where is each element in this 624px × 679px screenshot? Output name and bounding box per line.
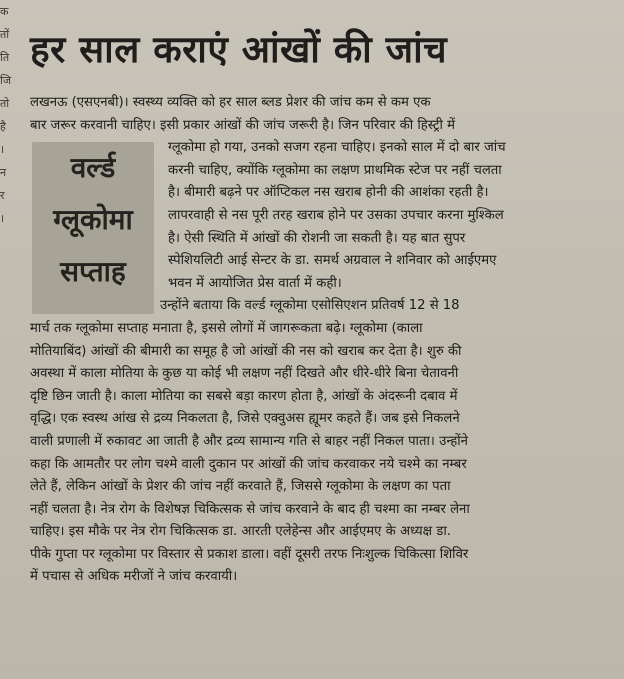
article-line: वृद्धि। एक स्वस्थ आंख से द्रव्य निकलता है, जिसे एक्वुअस ह्यूमर कहते हैं। जब इसे निकलने [30, 411, 460, 427]
prev-col-text: । [0, 143, 5, 156]
prev-col-text: है [0, 120, 6, 133]
article-line: चाहिए। इस मौके पर नेत्र रोग चिकित्सक डा. आरती एलेहेन्स और आईएमए के अध्यक्ष डा. [30, 524, 451, 540]
article-line: लापरवाही से नस पूरी तरह खराब होने पर उसका उपचार करना मुश्किल [168, 207, 504, 223]
sidebar-text: वर्ल्ड [70, 151, 116, 184]
article-line: स्पेशियलिटी आई सेन्टर के डा. समर्थ अग्रवाल ने शनिवार को आईएमए [168, 253, 497, 269]
headline: हर साल कराएं आंखों की जांच [30, 28, 448, 71]
prev-col-text: । [0, 212, 5, 225]
prev-col-text: न [0, 166, 7, 179]
prev-col-text: क [0, 5, 9, 18]
article-line: करनी चाहिए, क्योंकि ग्लूकोमा का लक्षण प्राथमिक स्टेज पर नहीं चलता [168, 162, 502, 178]
article-line: वाली प्रणाली में रुकावट आ जाती है और द्रव्य सामान्य गति से बाहर नहीं निकल पाता। उन्होंने [30, 433, 469, 449]
inset-block [30, 137, 618, 295]
sidebar-text: सप्ताह [60, 255, 126, 288]
prev-col-text: तो [0, 97, 10, 110]
previous-column-fragment [0, 0, 16, 270]
sidebar-text: ग्लूकोमा [53, 203, 133, 236]
prev-col-text: तों [0, 28, 10, 41]
prev-col-text: ति [0, 51, 10, 64]
article-line: ग्लूकोमा हो गया, उनको सजग रहना चाहिए। इनको साल में दो बार जांच [168, 140, 506, 156]
article-line: मोतियाबिंद) आंखों की बीमारी का समूह है जो आंखों की नस को खराब कर देता है। शुरु की [30, 343, 462, 359]
article-line: भवन में आयोजित प्रेस वार्ता में कही। [168, 275, 342, 291]
article-line: पीके गुप्ता पर ग्लूकोमा पर विस्तार से प्रकाश डाला। वहीं दूसरी तरफ निःशुल्क चिकित्सा शिविर [30, 546, 469, 562]
article-line: लखनऊ (एसएनबी)। स्वस्थ्य व्यक्ति को हर साल ब्लड प्रेशर की जांच कम से कम एक [30, 95, 431, 110]
article-line: अवस्था में काला मोतिया के कुछ या कोई भी लक्षण नहीं दिखते और धीरे-धीरे बिना चेतावनी [30, 366, 459, 382]
article-line: उन्होंने बताया कि वर्ल्ड ग्लूकोमा एसोसिएशन प्रतिवर्ष 12 से 18 [160, 298, 460, 314]
article-line: मार्च तक ग्लूकोमा सप्ताह मनाता है, इससे लोगों में जागरूकता बढ़े। ग्लूकोमा (काला [30, 320, 423, 336]
article-line: लेते हैं, लेकिन आंखों के प्रेशर की जांच नहीं करवाते हैं, जिससे ग्लूकोमा के लक्षण का पता [30, 479, 451, 495]
article-line: नहीं चलता है। नेत्र रोग के विशेषज्ञ चिकित्सक से जांच करवाने के बाद ही चश्मा का नम्बर लेना [30, 501, 470, 517]
article-body [30, 92, 618, 589]
article-line: है। ऐसी स्थिति में आंखों की रोशनी जा सकती है। यह बात सुपर [168, 230, 466, 246]
article-line: है। बीमारी बढ़ने पर ऑप्टिकल नस खराब होनी की आशंका रहती है। [168, 185, 489, 201]
article-line: कहा कि आमतौर पर लोग चश्मे वाली दुकान पर आंखों की जांच करवाकर नये चश्मे का नम्बर [30, 456, 467, 472]
article-line: में पचास से अधिक मरीजों ने जांच करवायी। [30, 569, 238, 585]
prev-col-text: जि [0, 74, 12, 87]
prev-col-text: र [0, 189, 5, 202]
article-line: बार जरूर करवानी चाहिए। इसी प्रकार आंखों की जांच जरूरी है। जिन परिवार की हिस्ट्री में [30, 117, 456, 133]
article-line: दृष्टि छिन जाती है। काला मोतिया का सबसे बड़ा कारण होता है, आंखों के अंदरूनी दबाव में [30, 388, 458, 404]
